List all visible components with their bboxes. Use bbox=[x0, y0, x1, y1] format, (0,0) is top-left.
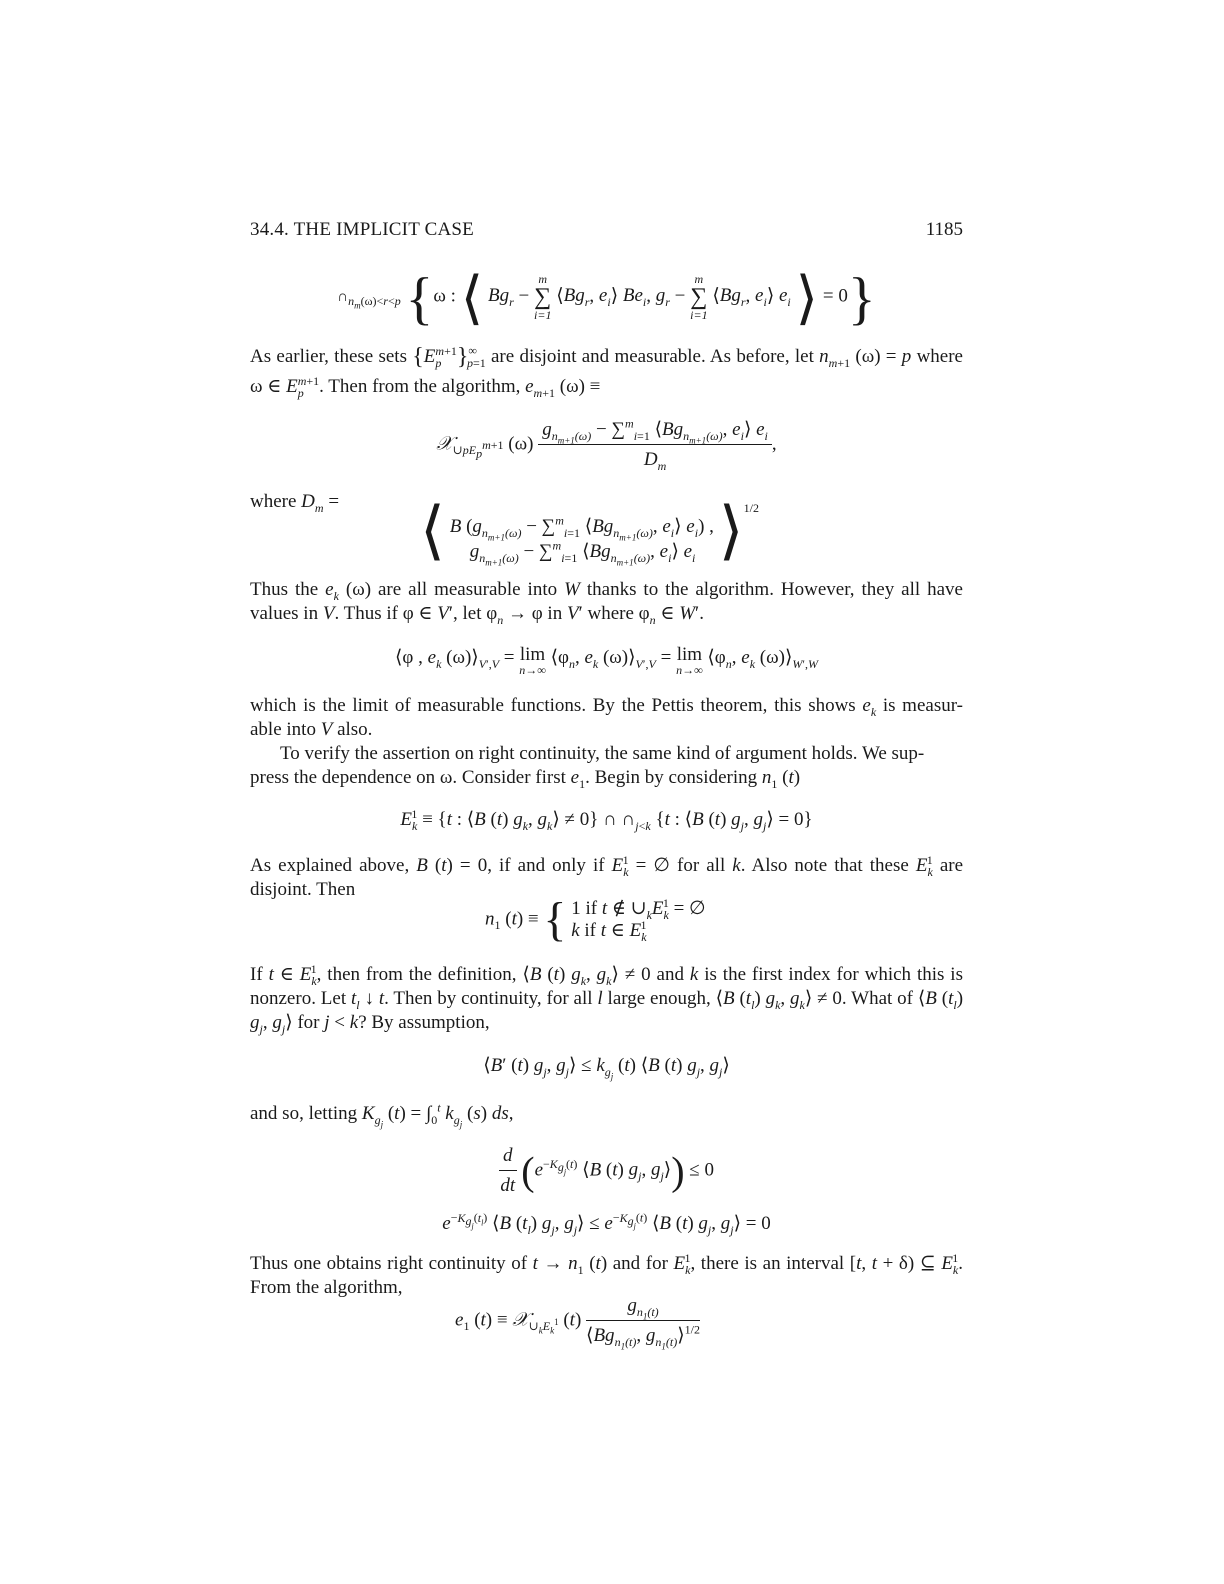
paragraph-sets-disjoint: As earlier, these sets $\{E_p^{m+1}\}^\infty_{p=1}$ are disjoint and measurable. As before, let $n_{m+1}$ (ω) = p where ω ∈ $E_p^{m+1}$. Then from the algorithm, $e_{m+1}$ (ω) ≡ bbox=[250, 343, 963, 400]
equation-exponential-inequality: $e^{-K_{g_j}(t_l)}$ ⟨B $(t_l)$ $g_j$, $g_j⟩ \le e^{-K_{g_j}(t)}$ ⟨B (t) $g_j$, $g_j⟩ = 0$ bbox=[442, 1210, 771, 1237]
paragraph-letting-k: and so, letting $K_{g_j}$ $(t) = \int_0^t$ $k_{g_j}$ (s) ds, bbox=[250, 1100, 514, 1130]
paragraph-interval: Thus one obtains right continuity of $t \to n_1$ (t) and for $E_k^1$, there is an interval [t, t + δ) ⊆ $E_k^1$. From the algorithm, bbox=[250, 1250, 963, 1298]
equation-n1-cases: $n_1$ (t) ≡ { 1 if t ∉ $\cup_kE_k^1$ = ∅ k if t ∈ $E_k^1$ bbox=[485, 893, 706, 946]
equation-derivative-bound: ⟨B′ (t) $g_j$, $g_j⟩ \le k_{g_j}$ (t) ⟨B (t) $g_j$, $g_j⟩$ bbox=[483, 1055, 730, 1082]
paragraph-disjoint-sets: As explained above, B (t) = 0, if and only if $E_k^1$ = ∅ for all k. Also note that these $E_k^1$ are disjoint. Then bbox=[250, 852, 964, 900]
equation-e1-definition: $e_1$ (t) ≡ 𝒳$_{\cup_kE_k^1}$ (t) $\frac{g_{n_1(t)}}{⟨Bg_{n_1(t)}, g_{n_1(t)}⟩^{1/2}}$ bbox=[455, 1295, 700, 1352]
paragraph-where-dm: where $D_m$ = bbox=[250, 491, 340, 515]
paragraph-pettis-theorem: which is the limit of measurable functions. By the Pettis theorem, this shows $e_k$ is measur- able into V also. bbox=[250, 695, 963, 740]
paragraph-measurable-into-w: Thus the $e_k$ (ω) are all measurable into W thanks to the algorithm. However, they all have values in V. Thus if φ ∈ V′, let $\varphi_n \to \varphi$ in V′ where $\varphi_n$ ∈ W′. bbox=[250, 579, 963, 627]
equation-monotone-derivative: $\frac{d}{dt}$ ($e^{-K_{g_j}(t)}$ ⟨B (t) $g_j$, $g_j⟩) \le 0$ bbox=[500, 1145, 714, 1196]
paragraph-right-continuity: To verify the assertion on right continuity, the same kind of argument holds. We sup- press the dependence on ω. Consider first $e_1$. Begin by considering $n_1$ (t) bbox=[250, 743, 925, 791]
equation-dm-definition: ⟨ B ($g_{n_{m+1}(\omega)} - \sum^m_{i=1}$ $⟨Bg_{n_{m+1}(\omega)}$, $e_i⟩$ $e_i$) , $g_{n_{m+1}(\omega)} - \sum^m_{i=1}$ $⟨Bg_{n_{m+1}(\omega)}$, $e_i⟩$ $e_i$ ⟩$^{1/2}$ bbox=[420, 495, 759, 568]
section-title: 34.4. THE IMPLICIT CASE bbox=[250, 219, 474, 240]
page bbox=[250, 0, 963, 1584]
equation-set-definition: $\cap_{n_m(\omega)<r<p}$ {ω : ⟨ $Bg_r$ − m ∑ i=1 $⟨Bg_r$, $e_i⟩$ $Be_i$, $g_r$ − m ∑ i=1 $⟨Bg_r$, $e_i⟩$ $e_i$ ⟩ = 0} bbox=[337, 265, 876, 331]
page-number: 1185 bbox=[925, 219, 963, 240]
equation-e-m-plus-1: 𝒳$_{\cup pE_p^{m+1}}$ (ω) $\frac{g_{n_{m+1}(\omega)} - \sum^m_{i=1} ⟨Bg_{n_{m+1}(\omega)}, e_i⟩ e_i}{D_m}$ , bbox=[436, 416, 777, 473]
equation-limit-pairing: ⟨φ , $e_k$ $(\omega)⟩_{V',V} = \lim$ n→∞ $⟨\varphi_n$, $e_k$ $(\omega)⟩_{V',V} = \lim$ n→∞ $⟨\varphi_n$, $e_k$ $(\omega)⟩_{W',W}$ bbox=[394, 644, 818, 677]
paragraph-first-index: If t ∈ $E_k^1$, then from the definition, ⟨B (t) $g_k$, $g_k⟩ \ne 0$ and k is the first index for which this is nonzero. Let $t_l$ ↓ t. Then by continuity, for all l large enough, ⟨B $(t_l)$ $g_k$, $g_k⟩ \ne 0$. What of ⟨B $(t_l)$ $g_j$, $g_j⟩$ for j < k? By assumption, bbox=[250, 961, 964, 1036]
equation-ek1-definition: $E_k^1 \equiv \{t$ : ⟨B (t) $g_k$, $g_k⟩ \ne 0$} ∩ $\cap_{j<k}$ {t : ⟨B (t) $g_j$, $g_j⟩ = 0$} bbox=[400, 806, 813, 833]
